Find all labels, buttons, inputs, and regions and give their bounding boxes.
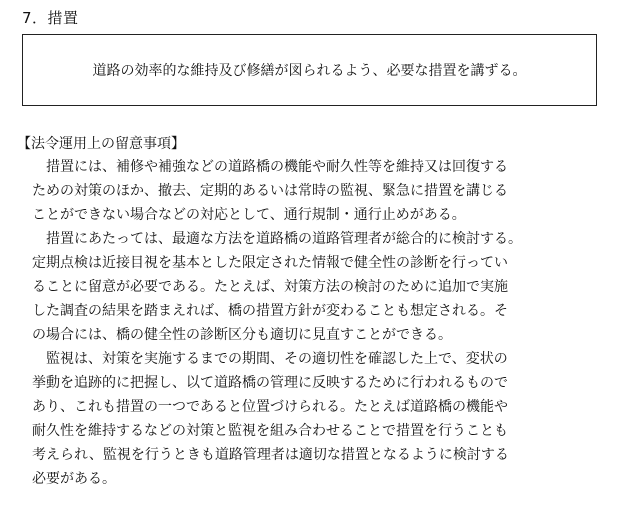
notes-line: 措置には、補修や補強などの道路橋の機能や耐久性等を維持又は回復する bbox=[32, 159, 508, 175]
provision-text: 道路の効率的な維持及び修繕が図られるよう、必要な措置を講ずる。 bbox=[92, 63, 527, 79]
notes-line: 必要がある。 bbox=[32, 471, 116, 487]
notes-line: 耐久性を維持するなどの対策と監視を組み合わせることで措置を行うことも bbox=[32, 423, 508, 439]
notes-line: 措置にあたっては、最適な方法を道路橋の道路管理者が総合的に検討する。 bbox=[32, 231, 522, 247]
notes-line: ことができない場合などの対応として、通行規制・通行止めがある。 bbox=[32, 207, 466, 223]
notes-line: 監視は、対策を実施するまでの期間、その適切性を確認した上で、変状の bbox=[32, 351, 508, 367]
notes-line: 定期点検は近接目視を基本とした限定された情報で健全性の診断を行ってい bbox=[32, 255, 508, 271]
notes-line: の場合には、橋の健全性の診断区分も適切に見直すことができる。 bbox=[32, 327, 452, 343]
notes-line: 考えられ、監視を行うときも道路管理者は適切な措置となるように検討する bbox=[32, 447, 509, 463]
notes-line: ための対策のほか、撤去、定期的あるいは常時の監視、緊急に措置を講じる bbox=[32, 183, 508, 199]
notes-line: した調査の結果を踏まえれば、橋の措置方針が変わることも想定される。そ bbox=[32, 303, 508, 319]
section-heading: 7．措置 bbox=[22, 9, 79, 27]
notes-line: あり、これも措置の一つであると位置づけられる。たとえば道路橋の機能や bbox=[32, 399, 508, 415]
notes-line: ることに留意が必要である。たとえば、対策方法の検討のために追加で実施 bbox=[32, 279, 508, 295]
notes-line: 挙動を追跡的に把握し、以て道路橋の管理に反映するために行われるもので bbox=[32, 375, 508, 391]
notes-title: 【法令運用上の留意事項】 bbox=[17, 136, 185, 152]
provision-box bbox=[22, 34, 597, 106]
